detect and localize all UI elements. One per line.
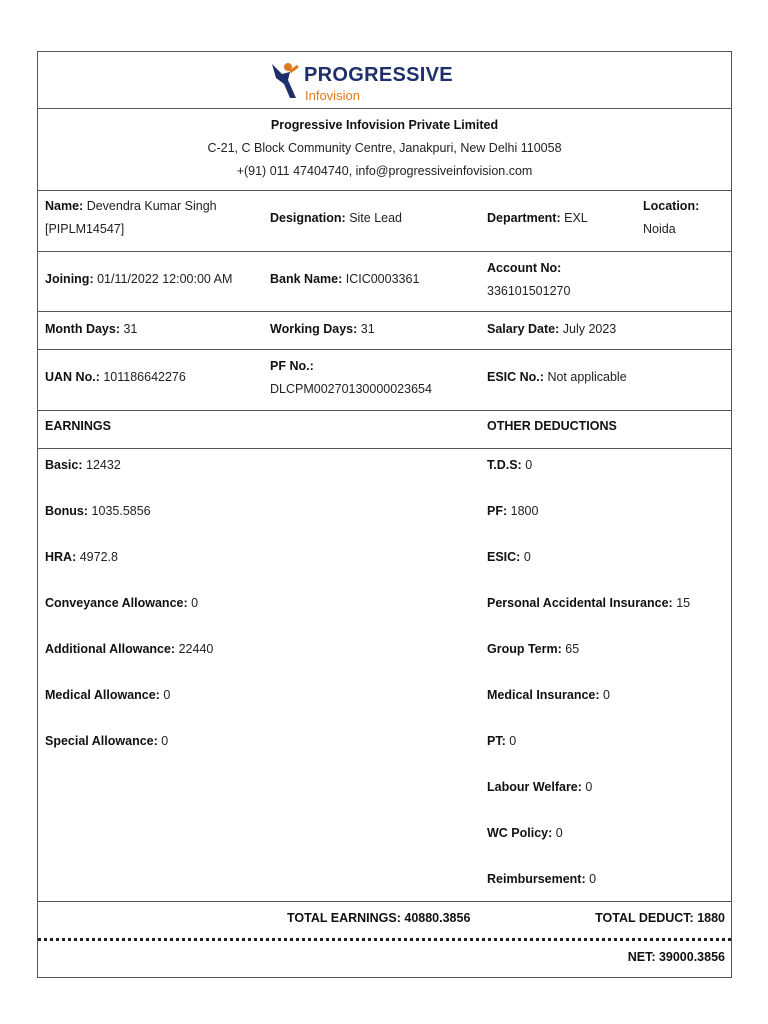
deduction-value: 15 [676, 596, 691, 610]
deduction-value: 0 [603, 688, 610, 702]
deduction-row [487, 776, 592, 799]
employee-id: [PIPLM14547] [45, 222, 125, 236]
earnings-header: EARNINGS [45, 419, 111, 433]
earning-label: Bonus: [45, 504, 89, 518]
deduction-label: Labour Welfare: [487, 780, 582, 794]
month-days: Month Days: 31 [45, 322, 138, 336]
earning-value: 0 [161, 734, 169, 748]
deduction-row [487, 638, 579, 661]
deduction-row [487, 822, 563, 845]
company-name: Progressive Infovision Private Limited [270, 118, 499, 132]
deduction-value: 0 [589, 872, 597, 886]
deduction-label: ESIC: [487, 550, 521, 564]
earning-label: Medical Allowance: [45, 688, 160, 702]
pf-number: PF No.: DLCPM00270130000023654 [270, 359, 432, 396]
earning-row [45, 546, 118, 569]
earning-value: 1035.5856 [91, 504, 151, 518]
earning-row [45, 592, 198, 615]
payslip [37, 51, 732, 978]
bank-name: Bank Name: ICIC0003361 [270, 272, 420, 286]
earning-row [45, 684, 170, 707]
deduction-label: PF: [487, 504, 508, 518]
designation: Designation: Site Lead [270, 211, 403, 225]
deduction-value: 0 [555, 826, 563, 840]
earning-label: HRA: [45, 550, 77, 564]
company-contact: +(91) 011 47404740, info@progressiveinfovision.com [236, 164, 533, 178]
earning-value: 22440 [178, 642, 214, 656]
earning-value: 12432 [86, 458, 121, 472]
salary-date: Salary Date: July 2023 [487, 322, 617, 336]
deduction-row [487, 684, 610, 707]
total-earnings: TOTAL EARNINGS: 40880.3856 [287, 911, 471, 925]
deduction-label: T.D.S: [487, 458, 522, 472]
deduction-value: 1800 [510, 504, 539, 518]
location: Location: Noida [643, 199, 700, 236]
deduction-row [487, 454, 532, 477]
department: Department: EXL [487, 211, 588, 225]
earning-label: Additional Allowance: [45, 642, 176, 656]
deduction-row [487, 500, 538, 523]
deduction-row [487, 730, 516, 753]
uan-number: UAN No.: 101186642276 [45, 370, 186, 384]
earning-row [45, 638, 213, 661]
earning-row [45, 454, 121, 477]
deduction-value: 0 [585, 780, 593, 794]
earning-value: 4972.8 [79, 550, 118, 564]
company-logo [268, 58, 453, 104]
deduction-label: Group Term: [487, 642, 562, 656]
deduction-value: 65 [565, 642, 580, 656]
deduction-value: 0 [509, 734, 517, 748]
deduction-label: Personal Accidental Insurance: [487, 596, 673, 610]
deduction-label: WC Policy: [487, 826, 553, 840]
net-pay: NET: 39000.3856 [627, 950, 725, 964]
deduction-label: Reimbursement: [487, 872, 586, 886]
earning-value: 0 [163, 688, 171, 702]
deduction-row [487, 592, 690, 615]
deduction-row [487, 546, 531, 569]
working-days: Working Days: 31 [270, 322, 375, 336]
deduction-row [487, 868, 596, 891]
earning-row [45, 730, 168, 753]
deduction-value: 0 [525, 458, 533, 472]
deductions-header: OTHER DEDUCTIONS [487, 419, 617, 433]
earning-label: Conveyance Allowance: [45, 596, 188, 610]
company-address: C-21, C Block Community Centre, Janakpuri, New Delhi 110058 [207, 141, 562, 155]
joining-date: Joining: 01/11/2022 12:00:00 AM [45, 272, 233, 286]
logo-figure-icon [268, 58, 304, 104]
logo-wordmark: PROGRESSIVE [304, 64, 453, 86]
deduction-label: Medical Insurance: [487, 688, 600, 702]
deduction-value: 0 [523, 550, 531, 564]
company-block [38, 114, 731, 183]
earning-row [45, 500, 151, 523]
earning-label: Special Allowance: [45, 734, 158, 748]
total-deductions: TOTAL DEDUCT: 1880 [595, 911, 725, 925]
earning-label: Basic: [45, 458, 83, 472]
deduction-label: PT: [487, 734, 506, 748]
esic-number: ESIC No.: Not applicable [487, 370, 627, 384]
account-number: Account No: 336101501270 [487, 261, 571, 298]
employee-name: Name: Devendra Kumar Singh [PIPLM14547] [45, 199, 217, 236]
logo-subtitle: Infovision [305, 88, 360, 103]
earning-value: 0 [191, 596, 199, 610]
